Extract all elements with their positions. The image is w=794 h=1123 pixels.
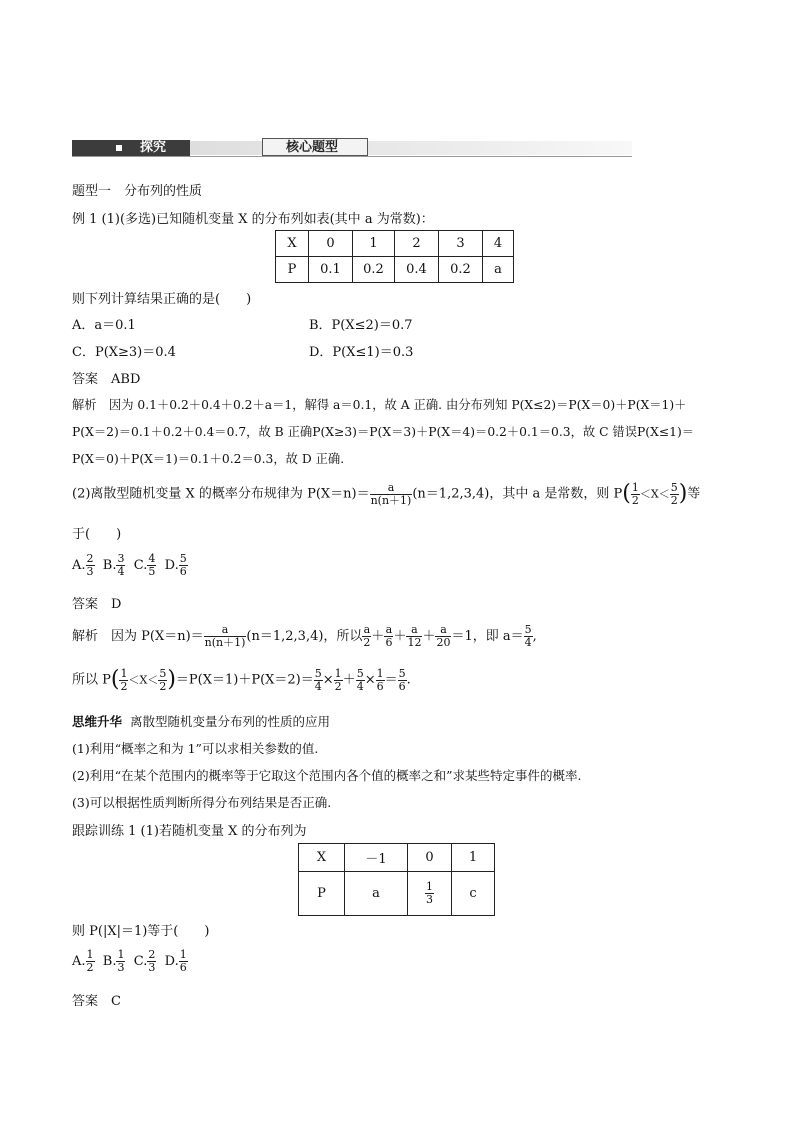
fraction <box>158 668 167 692</box>
numerator: 5 <box>524 623 532 637</box>
table-cell: 0.4 <box>395 257 439 283</box>
table-cell: X <box>276 231 309 257</box>
example1-question: 则下列计算结果正确的是( ) <box>72 292 252 307</box>
option-d: D．P(X≤1)＝0.3 <box>309 345 414 360</box>
square-bullet-icon <box>116 145 122 151</box>
table-cell: 0 <box>309 231 353 257</box>
fraction <box>179 949 188 973</box>
option-label: D. <box>164 954 179 969</box>
range-text: ＜X＜ <box>128 673 159 687</box>
fraction <box>356 668 365 692</box>
denominator: 6 <box>376 679 384 693</box>
track-stem: 跟踪训练 1 (1)若随机变量 X 的分布列为 <box>72 824 307 839</box>
solution-line-3: P(X＝0)＋P(X＝1)＝0.1＋0.2＝0.3，故 D 正确. <box>72 452 345 466</box>
header-underline <box>72 156 632 157</box>
section-title: 题型一 分布列的性质 <box>72 184 203 199</box>
solution2-line-2: 所以 P( $\frac{1}{2}$ ＜X＜ $\frac{5}{2}$ )＝P(X＝1)＋P(X＝2)＝ $\frac{5}{4}$ × $\frac{1}{2}$ ＋ $\frac{5}{4}$ × $\frac{1}{6}$ ＝ $\frac{5}{6}$ . <box>72 666 411 693</box>
denominator: 6 <box>179 565 187 578</box>
fraction <box>524 624 533 648</box>
table-cell: a <box>483 257 514 283</box>
solution-text: 解析 因为 P(X＝n)＝ <box>72 629 204 644</box>
solution-text: ＝P(X＝1)＋P(X＝2)＝ <box>175 672 314 688</box>
summary-head: 离散型随机变量分布列的性质的应用 <box>129 714 330 729</box>
option-b: B．P(X≤2)＝0.7 <box>309 318 413 333</box>
numerator: 5 <box>670 480 678 494</box>
summary-title: 思维升华 <box>72 714 123 729</box>
denominator: 6 <box>385 636 393 649</box>
fraction <box>204 624 247 648</box>
numerator: 5 <box>314 666 322 680</box>
table-cell: P <box>276 257 309 283</box>
table-cell: 3 <box>439 231 483 257</box>
denominator: 3 <box>426 893 433 906</box>
stem-text: (n＝1,2,3,4)，其中 a 是常数，则 P <box>412 486 623 502</box>
numerator: a <box>363 623 371 637</box>
fraction <box>370 482 413 506</box>
denominator: 20 <box>436 636 451 649</box>
right-paren: ) <box>678 481 688 506</box>
summary-line-2: (2)利用“在某个范围内的概率等于它取这个范围内各个值的概率之和”求某些特定事件的概率. <box>72 768 582 783</box>
range-text: ＜X＜ <box>639 487 670 501</box>
fraction <box>631 482 640 506</box>
fraction <box>670 482 679 506</box>
option-c: C．P(X≥3)＝0.4 <box>72 345 176 360</box>
solution-line-2: P(X＝2)＝0.1＋0.2＋0.4＝0.7，故 B 正确P(X≥3)＝P(X＝3)＋P(X＝4)＝0.2＋0.1＝0.3，故 C 错误P(X≤1)＝ <box>72 425 695 439</box>
numerator: 1 <box>86 948 94 962</box>
denominator: 4 <box>117 565 125 578</box>
summary-line-1: (1)利用“概率之和为 1”可以求相关参数的值. <box>72 741 319 756</box>
numerator: 1 <box>631 480 639 494</box>
numerator: 1 <box>334 666 342 680</box>
denominator: n(n＋1) <box>370 493 412 507</box>
stem-text: 等 <box>687 486 701 502</box>
track-question: 则 P(|X|＝1)等于( ) <box>72 924 210 939</box>
table-cell: 2 <box>395 231 439 257</box>
numerator: 5 <box>159 666 167 680</box>
denominator: 5 <box>148 565 156 578</box>
numerator: 5 <box>398 666 406 680</box>
distribution-table-2 <box>298 843 495 916</box>
example2-options <box>72 548 188 584</box>
denominator: 2 <box>631 493 639 507</box>
fraction <box>398 668 407 692</box>
numerator: 1 <box>426 880 433 894</box>
denominator: 2 <box>334 679 342 693</box>
option-label: B. <box>102 558 117 573</box>
denominator: 3 <box>86 565 94 578</box>
stem-text: (2)离散型随机变量 X 的概率分布规律为 P(X＝n)＝ <box>72 486 370 502</box>
denominator: 12 <box>407 636 422 649</box>
numerator: a <box>411 623 418 637</box>
denominator: 2 <box>159 679 167 693</box>
solution-text: 所以 P <box>72 672 111 688</box>
example2-stem <box>72 474 700 515</box>
table-cell: 1 <box>452 844 495 872</box>
numerator: a <box>440 623 447 637</box>
denominator: 2 <box>120 679 128 693</box>
fraction <box>406 624 422 648</box>
denominator: 4 <box>314 679 322 693</box>
fraction <box>86 553 95 577</box>
fraction <box>116 949 125 973</box>
fraction <box>425 881 434 905</box>
solution-line-1: 解析 因为 0.1＋0.2＋0.4＋0.2＋a＝1，解得 a＝0.1，故 A 正确. 由分布列知 P(X≤2)＝P(X＝0)＋P(X＝1)＋ <box>72 398 687 412</box>
fraction <box>147 553 156 577</box>
numerator: 3 <box>117 552 125 566</box>
example2-stem-2: 于( ) <box>72 527 122 542</box>
numerator: 5 <box>356 666 364 680</box>
answer-3: 答案 C <box>72 994 121 1009</box>
option-label: A. <box>72 954 86 969</box>
option-label: A. <box>72 558 86 573</box>
numerator: 1 <box>117 948 125 962</box>
fraction <box>384 624 393 648</box>
denominator: 2 <box>86 961 94 974</box>
summary-line-3: (3)可以根据性质判断所得分布列结果是否正确. <box>72 795 332 810</box>
track-options <box>72 944 188 980</box>
numerator: 1 <box>376 666 384 680</box>
solution-text: ＝1，即 a＝ <box>451 629 524 644</box>
table-cell: 1 <box>353 231 395 257</box>
summary-heading <box>72 712 330 730</box>
table-cell: a <box>345 872 408 916</box>
option-label: B. <box>102 954 117 969</box>
numerator: a <box>387 480 395 494</box>
section-header <box>72 137 632 159</box>
table-cell: 0.2 <box>439 257 483 283</box>
denominator: n(n＋1) <box>204 636 246 649</box>
fraction <box>86 949 95 973</box>
table-cell: 0 <box>408 844 452 872</box>
fraction <box>435 624 451 648</box>
table-cell: X <box>299 844 345 872</box>
answer-2: 答案 D <box>72 597 122 612</box>
denominator: 4 <box>524 636 532 649</box>
numerator: 2 <box>148 948 156 962</box>
table-cell <box>408 872 452 916</box>
left-paren: ( <box>110 667 120 692</box>
fraction <box>314 668 323 692</box>
fraction <box>116 553 125 577</box>
table-cell: 0.2 <box>353 257 395 283</box>
left-paren: ( <box>622 481 631 506</box>
numerator: 1 <box>120 666 128 680</box>
option-a: A．a＝0.1 <box>72 318 136 333</box>
denominator: 3 <box>117 961 125 974</box>
denominator: 2 <box>363 636 371 649</box>
header-title: 核心题型 <box>286 140 339 155</box>
right-paren: ) <box>167 667 176 692</box>
table-cell: 0.1 <box>309 257 353 283</box>
distribution-table-1 <box>275 230 514 283</box>
denominator: 6 <box>398 679 406 693</box>
fraction <box>362 624 371 648</box>
numerator: 1 <box>179 948 187 962</box>
option-label: C. <box>133 558 148 573</box>
table-cell: 4 <box>483 231 514 257</box>
numerator: 5 <box>179 552 187 566</box>
fraction <box>147 949 156 973</box>
numerator: a <box>385 623 393 637</box>
example1-stem: 例 1 (1)(多选)已知随机变量 X 的分布列如表(其中 a 为常数)： <box>72 212 434 227</box>
answer-1: 答案 ABD <box>72 372 141 387</box>
solution-text: (n＝1,2,3,4)，所以 <box>246 629 363 644</box>
denominator: 2 <box>670 493 678 507</box>
fraction <box>376 668 385 692</box>
denominator: 6 <box>179 961 187 974</box>
header-tag: 探究 <box>140 140 167 155</box>
numerator: 2 <box>86 552 94 566</box>
fraction <box>334 668 343 692</box>
denominator: 4 <box>356 679 364 693</box>
option-label: D. <box>164 558 179 573</box>
solution2-line-1: 解析 因为 P(X＝n)＝ $\frac{a}{n(n+1)}$ (n＝1,2,3,4)，所以 $\frac{a}{2}$ ＋ $\frac{a}{6}$ ＋ $\frac{a}{12}$ ＋ $\frac{a}{20}$ ＝1，即 a＝ $\frac{5}{4}$ , <box>72 623 537 649</box>
denominator: 3 <box>148 961 156 974</box>
numerator: 4 <box>148 552 156 566</box>
header-tag-bg <box>72 140 190 156</box>
table-cell: －1 <box>345 844 408 872</box>
table-cell: c <box>452 872 495 916</box>
option-label: C. <box>133 954 148 969</box>
numerator: a <box>221 623 229 637</box>
table-cell: P <box>299 872 345 916</box>
fraction <box>179 553 188 577</box>
